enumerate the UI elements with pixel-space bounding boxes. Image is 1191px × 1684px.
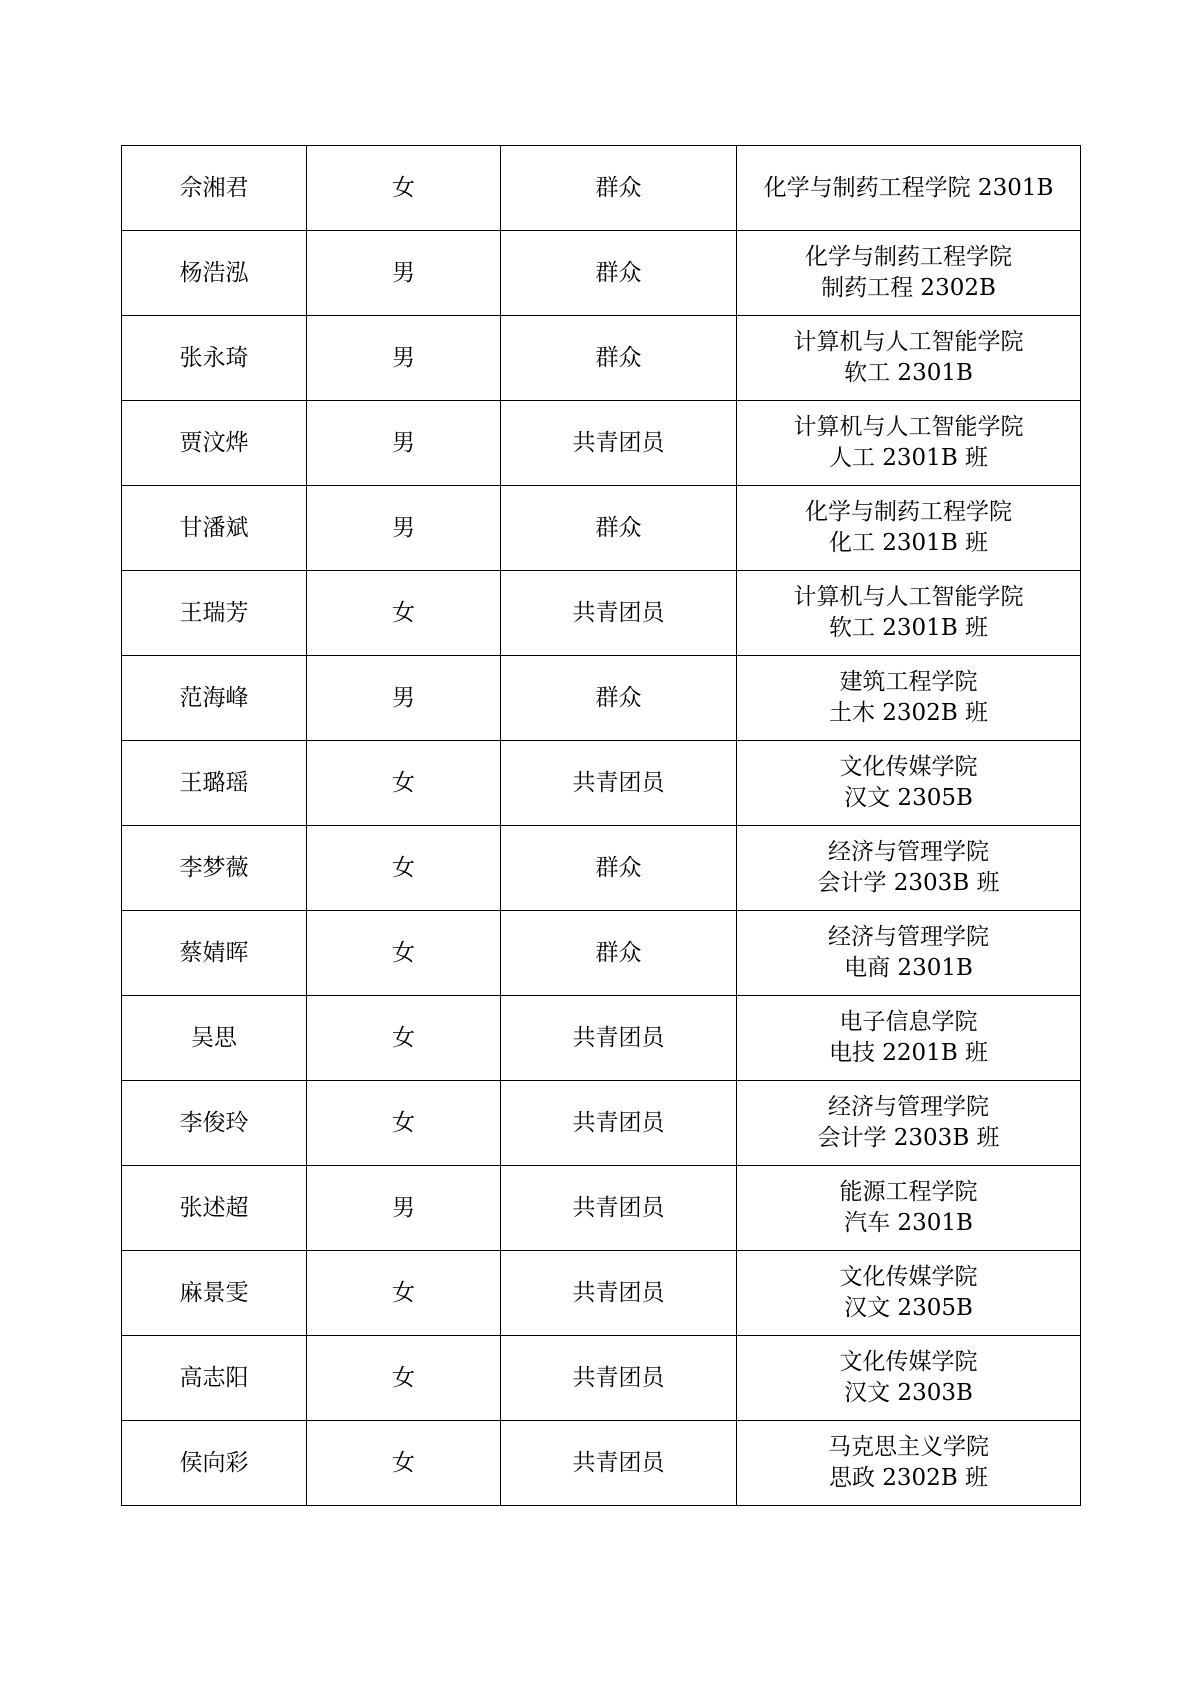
unit-cell (737, 741, 1081, 826)
name-cell: 蔡婧晖 (122, 911, 307, 996)
table-row (122, 1421, 1081, 1506)
name-cell: 麻景雯 (122, 1251, 307, 1336)
unit-cell (737, 486, 1081, 571)
gender-cell: 女 (307, 1336, 501, 1421)
table-row (122, 996, 1081, 1081)
unit-line: 软工 2301B 班 (828, 615, 989, 641)
gender-cell: 男 (307, 1166, 501, 1251)
unit-line: 会计学 2303B 班 (817, 870, 1000, 896)
table-row (122, 1251, 1081, 1336)
unit-line: 化工 2301B 班 (828, 530, 989, 556)
table-row (122, 231, 1081, 316)
unit-line: 经济与管理学院 (828, 1094, 989, 1120)
name-cell: 侯向彩 (122, 1421, 307, 1506)
political-status-cell: 共青团员 (501, 571, 737, 656)
name-cell: 王璐瑶 (122, 741, 307, 826)
political-status-cell: 群众 (501, 826, 737, 911)
political-status-cell: 群众 (501, 656, 737, 741)
political-status-cell: 共青团员 (501, 1336, 737, 1421)
gender-cell: 女 (307, 146, 501, 231)
gender-cell: 男 (307, 486, 501, 571)
name-cell: 甘潘斌 (122, 486, 307, 571)
table-row (122, 486, 1081, 571)
name-cell: 张永琦 (122, 316, 307, 401)
roster-table (121, 145, 1081, 1506)
table-row (122, 741, 1081, 826)
unit-cell (737, 571, 1081, 656)
unit-cell (737, 231, 1081, 316)
name-cell: 李梦薇 (122, 826, 307, 911)
gender-cell: 女 (307, 741, 501, 826)
gender-cell: 男 (307, 316, 501, 401)
gender-cell: 男 (307, 231, 501, 316)
unit-cell (737, 146, 1081, 231)
table-row (122, 146, 1081, 231)
unit-line: 电子信息学院 (839, 1009, 978, 1035)
unit-line: 化学与制药工程学院 (805, 499, 1012, 525)
unit-line: 汉文 2303B (844, 1380, 973, 1406)
name-cell: 范海峰 (122, 656, 307, 741)
name-cell: 高志阳 (122, 1336, 307, 1421)
political-status-cell: 共青团员 (501, 996, 737, 1081)
political-status-cell: 共青团员 (501, 1421, 737, 1506)
name-cell: 杨浩泓 (122, 231, 307, 316)
gender-cell: 女 (307, 1251, 501, 1336)
unit-line: 文化传媒学院 (839, 1264, 978, 1290)
gender-cell: 女 (307, 826, 501, 911)
table-row (122, 316, 1081, 401)
unit-cell (737, 316, 1081, 401)
political-status-cell: 共青团员 (501, 1081, 737, 1166)
unit-cell (737, 911, 1081, 996)
gender-cell: 女 (307, 1421, 501, 1506)
unit-line: 电技 2201B 班 (828, 1040, 989, 1066)
name-cell: 张述超 (122, 1166, 307, 1251)
political-status-cell: 共青团员 (501, 1251, 737, 1336)
unit-line: 汉文 2305B (844, 785, 973, 811)
unit-line: 文化传媒学院 (839, 754, 978, 780)
political-status-cell: 群众 (501, 231, 737, 316)
table-row (122, 1336, 1081, 1421)
unit-line: 软工 2301B (844, 360, 973, 386)
unit-line: 能源工程学院 (839, 1179, 978, 1205)
unit-line: 化学与制药工程学院 2301B (763, 174, 1054, 201)
name-cell: 贾汶烨 (122, 401, 307, 486)
gender-cell: 女 (307, 571, 501, 656)
unit-line: 制药工程 2302B (821, 275, 996, 301)
political-status-cell: 共青团员 (501, 401, 737, 486)
roster-table-body (122, 146, 1081, 1506)
table-row (122, 911, 1081, 996)
gender-cell: 女 (307, 996, 501, 1081)
unit-line: 建筑工程学院 (839, 669, 978, 695)
gender-cell: 男 (307, 401, 501, 486)
political-status-cell: 群众 (501, 911, 737, 996)
political-status-cell: 群众 (501, 316, 737, 401)
unit-line: 计算机与人工智能学院 (793, 414, 1024, 440)
unit-line: 经济与管理学院 (828, 924, 989, 950)
gender-cell: 女 (307, 911, 501, 996)
table-row (122, 1166, 1081, 1251)
unit-cell (737, 1081, 1081, 1166)
unit-line: 马克思主义学院 (828, 1434, 989, 1460)
unit-line: 文化传媒学院 (839, 1349, 978, 1375)
unit-line: 经济与管理学院 (828, 839, 989, 865)
unit-line: 汉文 2305B (844, 1295, 973, 1321)
unit-line: 计算机与人工智能学院 (793, 584, 1024, 610)
unit-cell (737, 826, 1081, 911)
gender-cell: 女 (307, 1081, 501, 1166)
unit-cell (737, 1166, 1081, 1251)
unit-cell (737, 996, 1081, 1081)
table-row (122, 656, 1081, 741)
unit-cell (737, 1421, 1081, 1506)
unit-cell (737, 656, 1081, 741)
unit-line: 汽车 2301B (844, 1210, 973, 1236)
political-status-cell: 共青团员 (501, 741, 737, 826)
name-cell: 王瑞芳 (122, 571, 307, 656)
unit-line: 化学与制药工程学院 (805, 244, 1012, 270)
political-status-cell: 群众 (501, 486, 737, 571)
table-row (122, 571, 1081, 656)
unit-line: 思政 2302B 班 (828, 1465, 989, 1491)
gender-cell: 男 (307, 656, 501, 741)
unit-line: 会计学 2303B 班 (817, 1125, 1000, 1151)
name-cell: 吴思 (122, 996, 307, 1081)
political-status-cell: 共青团员 (501, 1166, 737, 1251)
unit-line: 人工 2301B 班 (828, 445, 989, 471)
name-cell: 李俊玲 (122, 1081, 307, 1166)
unit-line: 计算机与人工智能学院 (793, 329, 1024, 355)
unit-line: 电商 2301B (844, 955, 973, 981)
political-status-cell: 群众 (501, 146, 737, 231)
table-row (122, 401, 1081, 486)
table-row (122, 826, 1081, 911)
unit-cell (737, 1336, 1081, 1421)
name-cell: 佘湘君 (122, 146, 307, 231)
table-row (122, 1081, 1081, 1166)
unit-line: 土木 2302B 班 (828, 700, 989, 726)
unit-cell (737, 401, 1081, 486)
unit-cell (737, 1251, 1081, 1336)
